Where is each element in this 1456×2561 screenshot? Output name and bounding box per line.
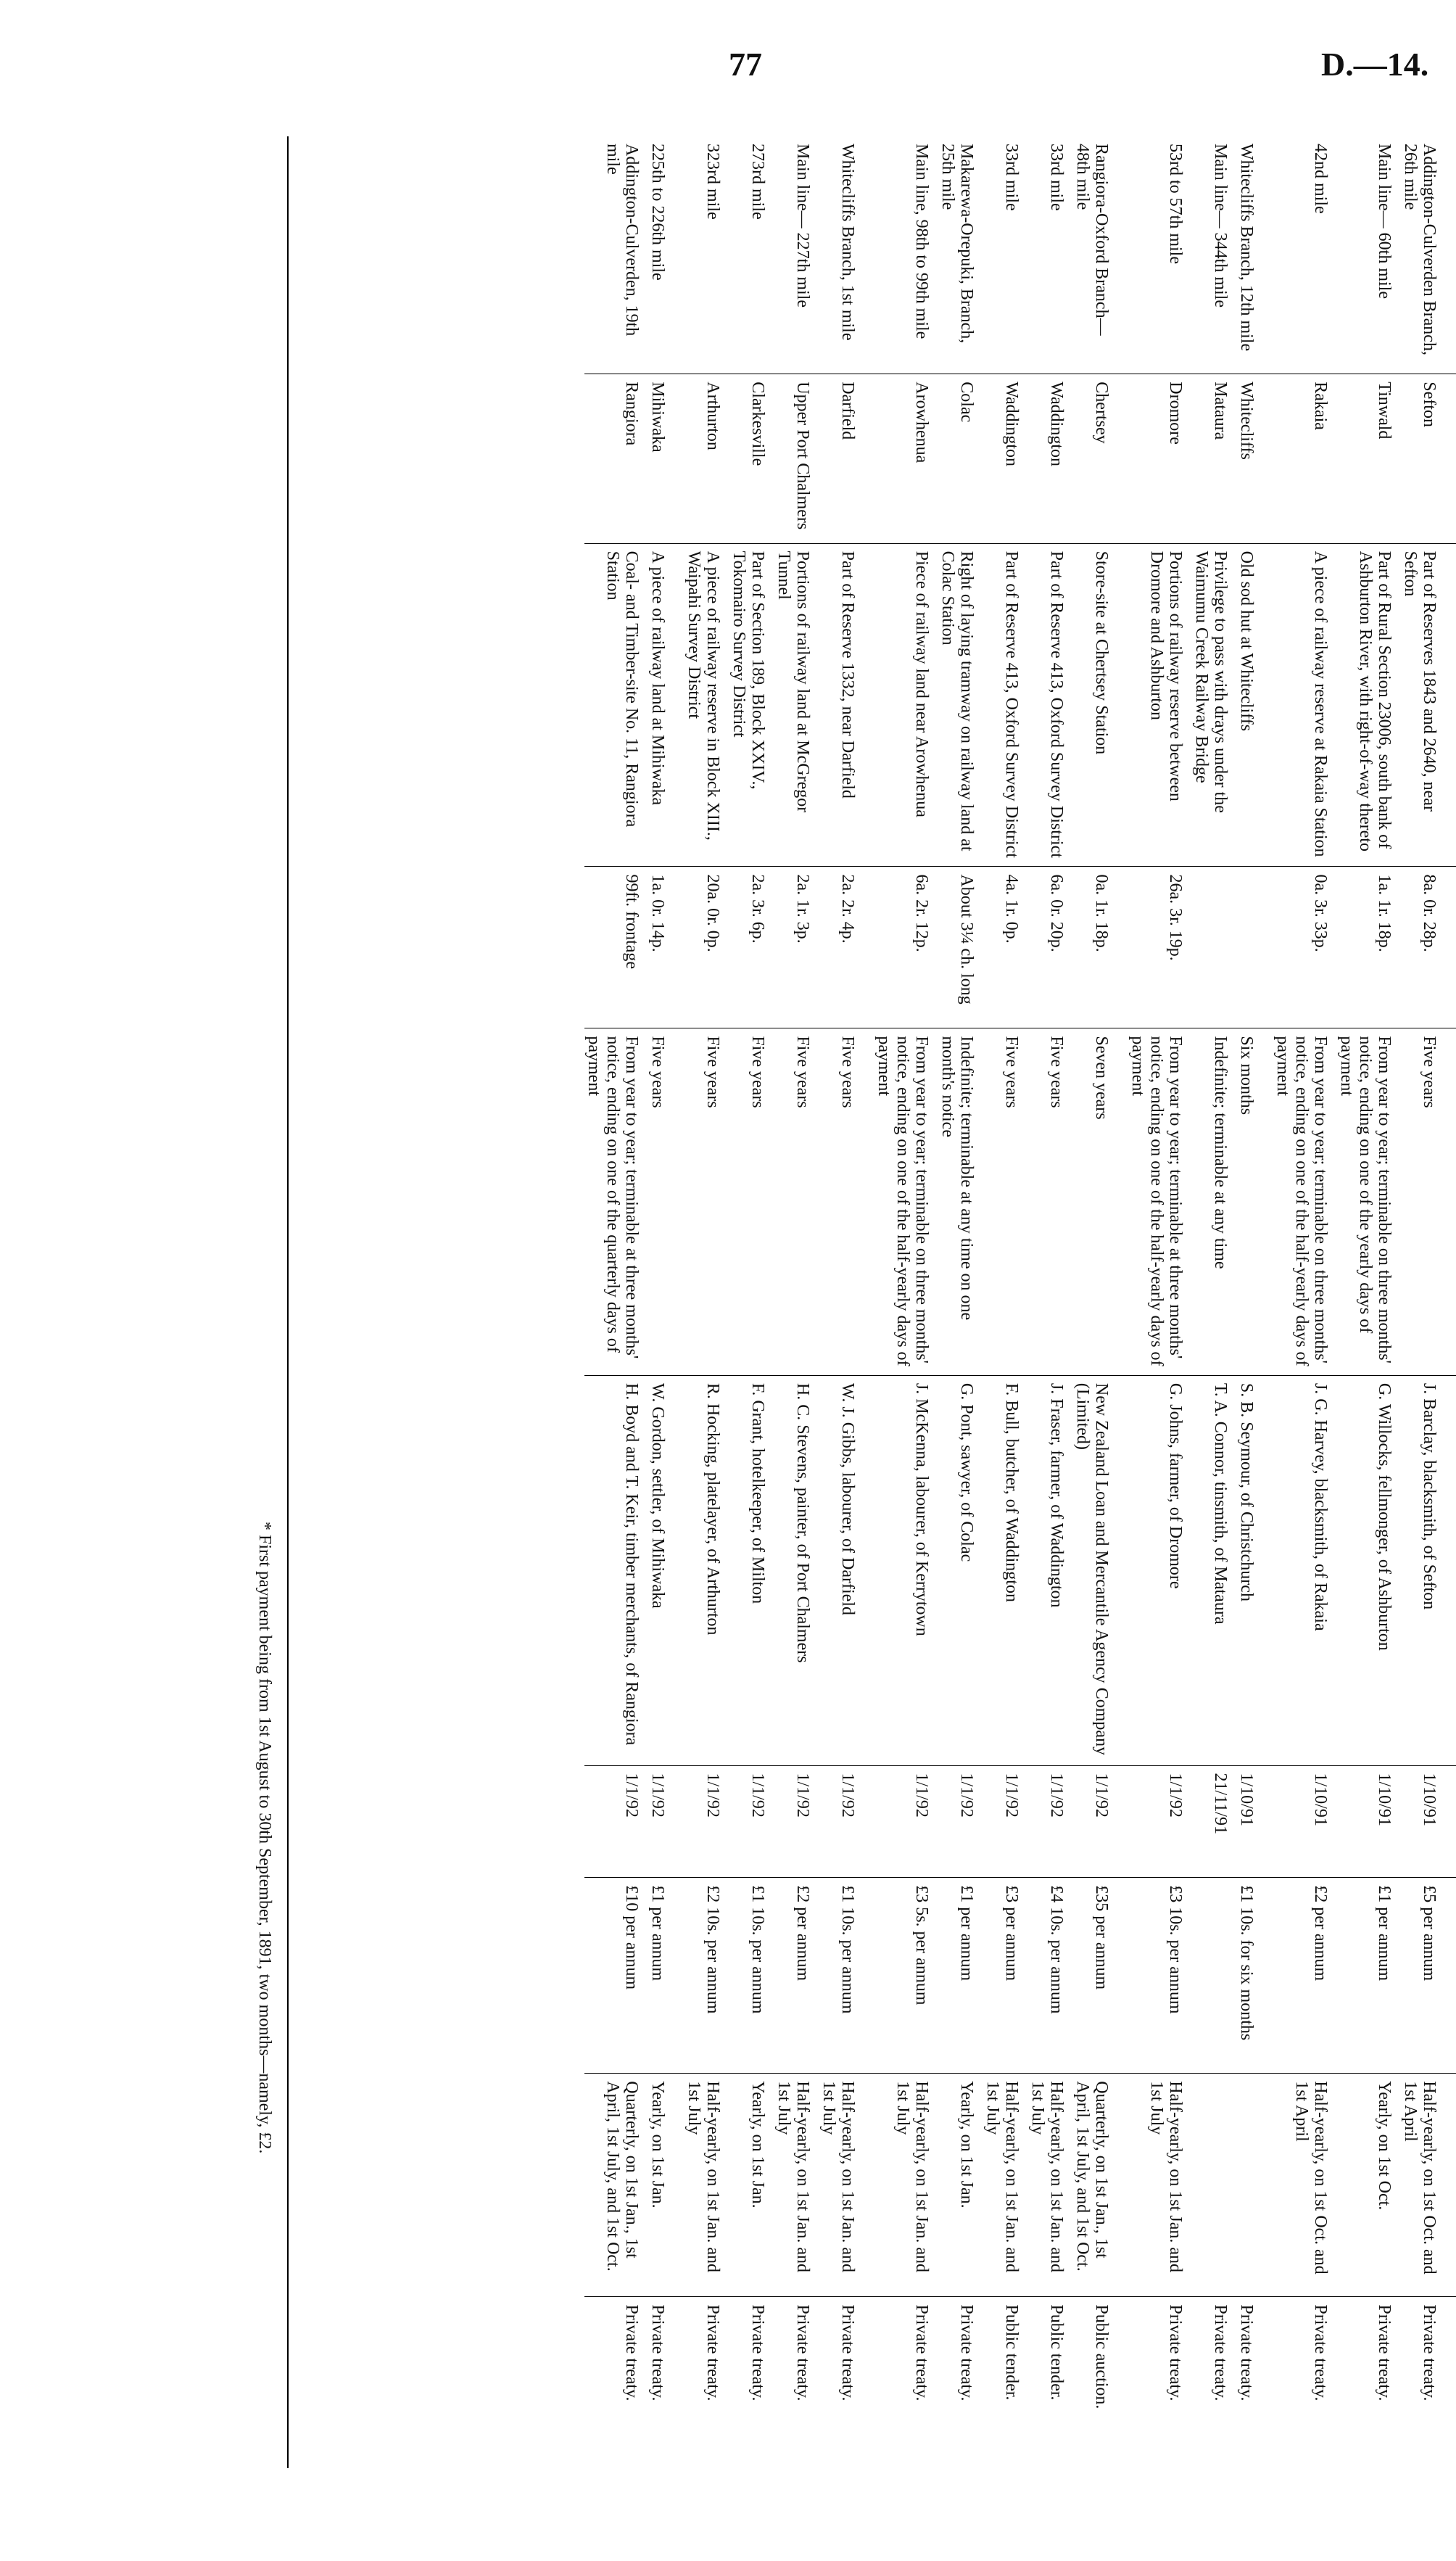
cell-commencement: 1/1/92 bbox=[648, 1765, 684, 1878]
cell-rent: £1 10s. per annum bbox=[729, 1878, 774, 2074]
cell-lessee: W. J. Gibbs, labourer, of Darfield bbox=[819, 1375, 874, 1765]
cell-payable: Half-yearly, on 1st Jan. and 1st July bbox=[874, 2074, 938, 2297]
cell-rent: £1 10s. for six months bbox=[1237, 1878, 1273, 2074]
cell-how-let: Private treaty. bbox=[584, 2297, 648, 2468]
cell-term: Five years bbox=[729, 1028, 774, 1376]
table-row bbox=[938, 136, 983, 2468]
cell-term: Five years bbox=[648, 1028, 684, 1376]
cell-area: 1a. 0r. 14p. bbox=[648, 867, 684, 1028]
table-row bbox=[1237, 136, 1273, 2468]
cell-line: 323rd mile bbox=[703, 144, 722, 220]
cell-station: Clarkesville bbox=[729, 374, 774, 543]
cell-term: From year to year; terminable on three months' notice, ending on one of the yearly days of payment bbox=[1337, 1028, 1401, 1376]
cell-term: Five years bbox=[983, 1028, 1028, 1376]
cell-description: Part of Section 189, Block XXIV., Tokomairo Survey District bbox=[729, 543, 774, 867]
cell-station: Colac bbox=[938, 374, 983, 543]
railway-land-leases-table bbox=[584, 136, 1456, 2468]
cell-rent: £3 5s. per annum bbox=[874, 1878, 938, 2074]
cell-how-let: Public tender. bbox=[1028, 2297, 1073, 2468]
cell-term: Five years bbox=[684, 1028, 729, 1376]
cell-station: Arowhenua bbox=[874, 374, 938, 543]
cell-area bbox=[1192, 867, 1237, 1028]
cell-commencement: 1/10/91 bbox=[1337, 1765, 1401, 1878]
cell-line: Addington-Culverden Branch, 26th mile bbox=[1401, 144, 1439, 355]
cell-payable: Half-yearly, on 1st Jan. and 1st July bbox=[1028, 2074, 1073, 2297]
cell-payable: Half-yearly, on 1st Jan. and 1st July bbox=[819, 2074, 874, 2297]
cell-commencement: 1/1/92 bbox=[874, 1765, 938, 1878]
cell-lessee: F. Grant, hotelkeeper, of Milton bbox=[729, 1375, 774, 1765]
cell-rent: £4 10s. per annum bbox=[1028, 1878, 1073, 2074]
table-body bbox=[584, 136, 1456, 2468]
cell-commencement: 1/1/92 bbox=[774, 1765, 819, 1878]
cell-how-let: Private treaty. bbox=[938, 2297, 983, 2468]
cell-area: 2a. 2r. 4p. bbox=[819, 867, 874, 1028]
cell-rent: £2 10s. per annum bbox=[684, 1878, 729, 2074]
cell-term: Five years bbox=[819, 1028, 874, 1376]
cell-rent: £3 per annum bbox=[983, 1878, 1028, 2074]
cell-how-let: Private treaty. bbox=[648, 2297, 684, 2468]
cell-station: Arthurton bbox=[684, 374, 729, 543]
cell-station: Darfield bbox=[819, 374, 874, 543]
cell-station: Dromore bbox=[1128, 374, 1192, 543]
cell-commencement: 1/1/92 bbox=[1028, 1765, 1073, 1878]
table-row bbox=[584, 136, 648, 2468]
cell-lessee: F. Bull, butcher, of Waddington bbox=[983, 1375, 1028, 1765]
cell-term: From year to year; terminable at three months' notice, ending on one of the quarterly days of payment bbox=[584, 1028, 648, 1376]
cell-how-let: Private treaty. bbox=[684, 2297, 729, 2468]
cell-rent: £35 per annum bbox=[1073, 1878, 1128, 2074]
cell-lessee: H. C. Stevens, painter, of Port Chalmers bbox=[774, 1375, 819, 1765]
cell-area: 6a. 2r. 12p. bbox=[874, 867, 938, 1028]
cell-rent bbox=[1192, 1878, 1237, 2074]
cell-lessee: G. Johns, farmer, of Dromore bbox=[1128, 1375, 1192, 1765]
cell-area: 20a. 0r. 0p. bbox=[684, 867, 729, 1028]
cell-commencement: 1/1/92 bbox=[1128, 1765, 1192, 1878]
cell-rent: £1 10s. per annum bbox=[819, 1878, 874, 2074]
table-row bbox=[1273, 136, 1337, 2468]
cell-line: 53rd to 57th mile bbox=[1166, 144, 1185, 264]
cell-station: Mihiwaka bbox=[648, 374, 684, 543]
cell-payable bbox=[1192, 2074, 1237, 2297]
cell-description: Right of laying tramway on railway land at Colac Station bbox=[938, 543, 983, 867]
cell-area: 8a. 0r. 28p. bbox=[1401, 867, 1456, 1028]
cell-commencement: 1/1/92 bbox=[729, 1765, 774, 1878]
cell-commencement: 1/1/92 bbox=[938, 1765, 983, 1878]
cell-description: Part of Rural Section 23006, south bank of Ashburton River, with right-of-way thereto bbox=[1337, 543, 1401, 867]
footnote: * First payment being from 1st August to 30th September, 1891, two months—namely, £2. bbox=[255, 1522, 274, 2154]
cell-description: A piece of railway land at Mihiwaka bbox=[648, 543, 684, 867]
cell-lessee: H. Boyd and T. Keir, timber merchants, of Rangiora bbox=[584, 1375, 648, 1765]
cell-description: Store-site at Chertsey Station bbox=[1073, 543, 1128, 867]
cell-commencement: 1/1/92 bbox=[983, 1765, 1028, 1878]
cell-term: Seven years bbox=[1073, 1028, 1128, 1376]
cell-line: Makarewa-Orepuki, Branch, 25th mile bbox=[938, 144, 976, 344]
cell-lessee: J. G. Harvey, blacksmith, of Rakaia bbox=[1273, 1375, 1337, 1765]
cell-line: Whitecliffs Branch, 12th mile bbox=[1237, 144, 1256, 352]
cell-payable: Half-yearly, on 1st Jan. and 1st July bbox=[684, 2074, 729, 2297]
cell-how-let: Private treaty. bbox=[1273, 2297, 1337, 2468]
cell-description: Portions of railway land at McGregor Tunnel bbox=[774, 543, 819, 867]
cell-lessee: G. Willocks, fellmonger, of Ashburton bbox=[1337, 1375, 1401, 1765]
cell-commencement: 1/1/92 bbox=[684, 1765, 729, 1878]
cell-how-let: Private treaty. bbox=[1192, 2297, 1237, 2468]
cell-station: Chertsey bbox=[1073, 374, 1128, 543]
cell-rent: £1 per annum bbox=[938, 1878, 983, 2074]
table-row bbox=[1401, 136, 1456, 2468]
cell-description: Privilege to pass with drays under the Waimumu Creek Railway Bridge bbox=[1192, 543, 1237, 867]
cell-how-let: Private treaty. bbox=[729, 2297, 774, 2468]
cell-term: Five years bbox=[1028, 1028, 1073, 1376]
cell-lessee: J. Fraser, farmer, of Waddington bbox=[1028, 1375, 1073, 1765]
cell-commencement: 1/1/92 bbox=[584, 1765, 648, 1878]
cell-payable: Half-yearly, on 1st Oct. and 1st April bbox=[1401, 2074, 1456, 2297]
cell-line: Rangiora-Oxford Branch— 48th mile bbox=[1073, 144, 1111, 336]
cell-line: 273rd mile bbox=[748, 144, 767, 220]
cell-rent: £1 per annum bbox=[648, 1878, 684, 2074]
cell-description: A piece of railway reserve in Block XIII., Waipahi Survey District bbox=[684, 543, 729, 867]
cell-term: Six months bbox=[1237, 1028, 1273, 1376]
cell-lessee: S. B. Seymour, of Christchurch bbox=[1237, 1375, 1273, 1765]
cell-rent: £10 per annum bbox=[584, 1878, 648, 2074]
cell-station: Waddington bbox=[1028, 374, 1073, 543]
cell-payable: Half-yearly, on 1st Jan. and 1st July bbox=[983, 2074, 1028, 2297]
cell-commencement: 1/10/91 bbox=[1273, 1765, 1337, 1878]
cell-line: Main line— 60th mile bbox=[1375, 144, 1394, 299]
table-row bbox=[983, 136, 1028, 2468]
cell-line: Main line— 344th mile bbox=[1211, 144, 1230, 308]
cell-line: 225th to 226th mile bbox=[648, 144, 667, 281]
cell-lessee: New Zealand Loan and Mercantile Agency Company (Limited) bbox=[1073, 1375, 1128, 1765]
cell-area: 0a. 3r. 33p. bbox=[1273, 867, 1337, 1028]
cell-line: Addington-Culverden, 19th mile bbox=[603, 144, 641, 337]
cell-line: Main line, 98th to 99th mile bbox=[912, 144, 931, 339]
cell-station: Waddington bbox=[983, 374, 1028, 543]
cell-how-let: Private treaty. bbox=[1337, 2297, 1401, 2468]
cell-rent: £1 per annum bbox=[1337, 1878, 1401, 2074]
cell-term: Indefinite; terminable at any time on one month's notice bbox=[938, 1028, 983, 1376]
table-row bbox=[1337, 136, 1401, 2468]
cell-description: Part of Reserve 413, Oxford Survey District bbox=[983, 543, 1028, 867]
cell-payable: Yearly, on 1st Jan. bbox=[729, 2074, 774, 2297]
cell-payable bbox=[1237, 2074, 1273, 2297]
table-row bbox=[874, 136, 938, 2468]
page-number: 77 bbox=[729, 46, 762, 83]
cell-line: 42nd mile bbox=[1311, 144, 1330, 214]
cell-lessee: T. A. Connor, tinsmith, of Mataura bbox=[1192, 1375, 1237, 1765]
cell-payable: Half-yearly, on 1st Jan. and 1st July bbox=[1128, 2074, 1192, 2297]
cell-rent: £5 per annum bbox=[1401, 1878, 1456, 2074]
cell-area: 26a. 3r. 19p. bbox=[1128, 867, 1192, 1028]
cell-term: From year to year; terminable on three months' notice, ending on one of the half-yearly days of payment bbox=[1273, 1028, 1337, 1376]
cell-payable: Quarterly, on 1st Jan., 1st April, 1st July, and 1st Oct. bbox=[1073, 2074, 1128, 2297]
cell-term: Five years bbox=[774, 1028, 819, 1376]
table-row bbox=[729, 136, 774, 2468]
cell-how-let: Private treaty. bbox=[819, 2297, 874, 2468]
cell-how-let: Private treaty. bbox=[874, 2297, 938, 2468]
cell-rent: £2 per annum bbox=[1273, 1878, 1337, 2074]
cell-line: 33rd mile bbox=[1047, 144, 1066, 211]
cell-lessee: W. Gordon, settler, of Mihiwaka bbox=[648, 1375, 684, 1765]
cell-area: 0a. 1r. 18p. bbox=[1073, 867, 1128, 1028]
cell-lessee: G. Pont, sawyer, of Colac bbox=[938, 1375, 983, 1765]
cell-commencement: 21/11/91 bbox=[1192, 1765, 1237, 1878]
table-row bbox=[1128, 136, 1192, 2468]
cell-description: Coal- and Timber-site No. 11, Rangiora Station bbox=[584, 543, 648, 867]
cell-station: Mataura bbox=[1192, 374, 1237, 543]
cell-line: Main line— 227th mile bbox=[793, 144, 812, 308]
cell-how-let: Private treaty. bbox=[774, 2297, 819, 2468]
cell-commencement: 1/10/91 bbox=[1237, 1765, 1273, 1878]
cell-station: Rangiora bbox=[584, 374, 648, 543]
cell-how-let: Public tender. bbox=[983, 2297, 1028, 2468]
table-row bbox=[1028, 136, 1073, 2468]
cell-station: Whitecliffs bbox=[1237, 374, 1273, 543]
table-row bbox=[648, 136, 684, 2468]
cell-payable: Yearly, on 1st Jan. bbox=[938, 2074, 983, 2297]
cell-rent: £2 per annum bbox=[774, 1878, 819, 2074]
cell-station: Sefton bbox=[1401, 374, 1456, 543]
cell-station: Rakaia bbox=[1273, 374, 1337, 543]
cell-term: Indefinite; terminable at any time bbox=[1192, 1028, 1237, 1376]
cell-payable: Half-yearly, on 1st Oct. and 1st April bbox=[1273, 2074, 1337, 2297]
cell-area: 2a. 1r. 3p. bbox=[774, 867, 819, 1028]
cell-area: 99ft. frontage bbox=[584, 867, 648, 1028]
cell-commencement: 1/1/92 bbox=[819, 1765, 874, 1878]
cell-description: Part of Reserve 1332, near Darfield bbox=[819, 543, 874, 867]
cell-line: Whitecliffs Branch, 1st mile bbox=[838, 144, 857, 341]
cell-area: 4a. 1r. 0p. bbox=[983, 867, 1028, 1028]
cell-lessee: J. Barclay, blacksmith, of Sefton bbox=[1401, 1375, 1456, 1765]
cell-term: From year to year; terminable at three months' notice, ending on one of the half-yearly days of payment bbox=[1128, 1028, 1192, 1376]
table-row bbox=[684, 136, 729, 2468]
cell-how-let: Private treaty. bbox=[1128, 2297, 1192, 2468]
table-row bbox=[1192, 136, 1237, 2468]
cell-payable: Half-yearly, on 1st Jan. and 1st July bbox=[774, 2074, 819, 2297]
cell-lessee: J. McKenna, labourer, of Kerrytown bbox=[874, 1375, 938, 1765]
cell-description: Piece of railway land near Arowhenua bbox=[874, 543, 938, 867]
cell-term: From year to year; terminable on three months' notice, ending on one of the half-yearly days of payment bbox=[874, 1028, 938, 1376]
cell-description: Portions of railway reserve between Dromore and Ashburton bbox=[1128, 543, 1192, 867]
cell-rent: £3 10s. per annum bbox=[1128, 1878, 1192, 2074]
cell-area: 1a. 1r. 18p. bbox=[1337, 867, 1401, 1028]
cell-how-let: Private treaty. bbox=[1401, 2297, 1456, 2468]
cell-area bbox=[1237, 867, 1273, 1028]
cell-payable: Yearly, on 1st Jan. bbox=[648, 2074, 684, 2297]
cell-commencement: 1/10/91 bbox=[1401, 1765, 1456, 1878]
cell-payable: Yearly, on 1st Oct. bbox=[1337, 2074, 1401, 2297]
cell-station: Upper Port Chalmers bbox=[774, 374, 819, 543]
cell-description: Old sod hut at Whitecliffs bbox=[1237, 543, 1273, 867]
cell-station: Tinwald bbox=[1337, 374, 1401, 543]
table-row bbox=[1073, 136, 1128, 2468]
cell-how-let: Public auction. bbox=[1073, 2297, 1128, 2468]
table-row bbox=[774, 136, 819, 2468]
footnote-area bbox=[236, 136, 289, 2468]
table-row bbox=[819, 136, 874, 2468]
cell-area: 6a. 0r. 20p. bbox=[1028, 867, 1073, 1028]
cell-description: Part of Reserve 413, Oxford Survey District bbox=[1028, 543, 1073, 867]
document-reference: D.—14. bbox=[1321, 46, 1429, 83]
rotated-lease-table-page bbox=[238, 136, 1456, 2468]
cell-description: Part of Reserves 1843 and 2640, near Sefton bbox=[1401, 543, 1456, 867]
cell-commencement: 1/1/92 bbox=[1073, 1765, 1128, 1878]
cell-term: Five years bbox=[1401, 1028, 1456, 1376]
cell-line: 33rd mile bbox=[1002, 144, 1021, 211]
cell-lessee: R. Hocking, platelayer, of Arthurton bbox=[684, 1375, 729, 1765]
cell-area: About 3¼ ch. long bbox=[938, 867, 983, 1028]
cell-description: A piece of railway reserve at Rakaia Station bbox=[1273, 543, 1337, 867]
cell-how-let: Private treaty. bbox=[1237, 2297, 1273, 2468]
cell-payable: Quarterly, on 1st Jan., 1st April, 1st July, and 1st Oct. bbox=[584, 2074, 648, 2297]
cell-area: 2a. 3r. 6p. bbox=[729, 867, 774, 1028]
